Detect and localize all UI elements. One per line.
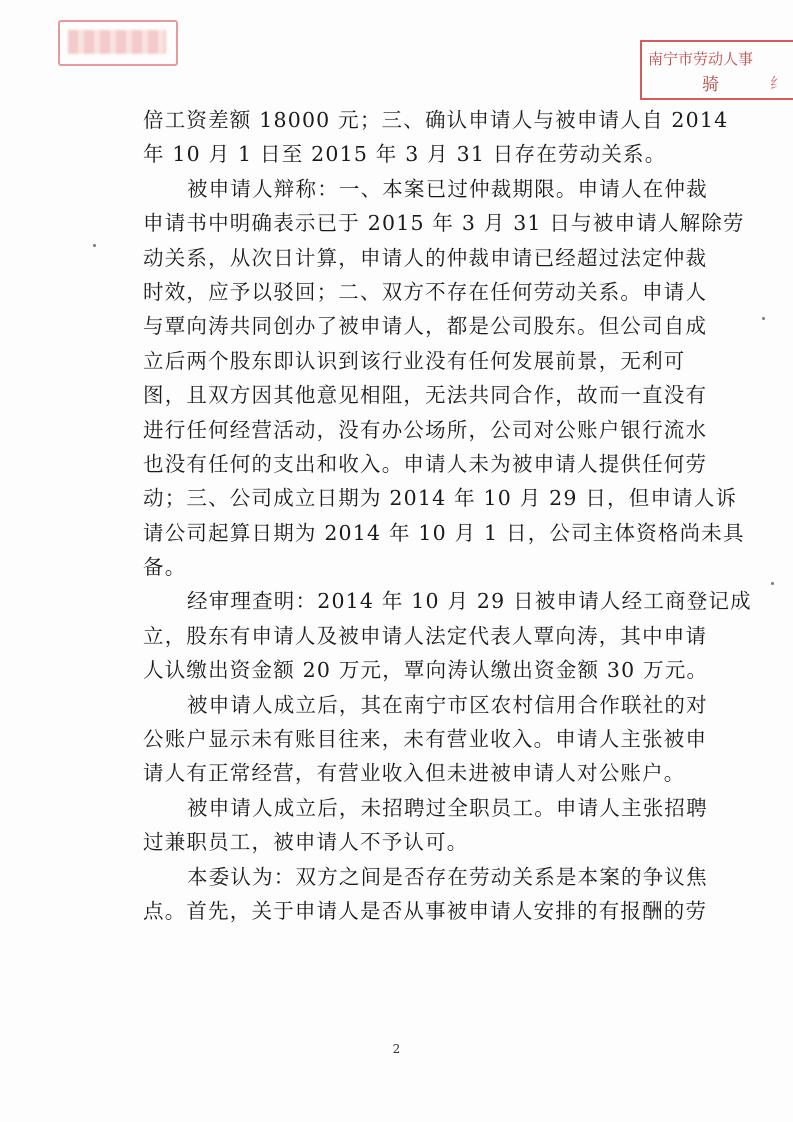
paragraph-first-line: 经审理查明：2014 年 10 月 29 日被申请人经工商登记成 [187, 589, 752, 614]
paragraph-line: 动关系，从次日计算，申请人的仲裁申请已经超过法定仲裁 [143, 245, 708, 270]
paragraph-line: 也没有任何的支出和收入。申请人未为被申请人提供任何劳 [143, 451, 708, 476]
paragraph-line: 立，股东有申请人及被申请人法定代表人覃向涛，其中申请 [143, 623, 708, 648]
red-stamp-top-left [58, 20, 178, 66]
paragraph-line: 立后两个股东即认识到该行业没有任何发展前景，无利可 [143, 348, 686, 373]
scan-speck [93, 244, 96, 247]
paragraph-line: 人认缴出资金额 20 万元，覃向涛认缴出资金额 30 万元。 [143, 658, 709, 683]
paragraph-line: 时效，应予以驳回；二、双方不存在任何劳动关系。申请人 [143, 279, 708, 304]
paragraph-line: 点。首先，关于申请人是否从事被申请人安排的有报酬的劳 [143, 898, 708, 923]
paragraph-line: 申请书中明确表示已于 2015 年 3 月 31 日与被申请人解除劳 [143, 211, 745, 236]
page-number: 2 [392, 1042, 401, 1056]
paragraph-line: 年 10 月 1 日至 2015 年 3 月 31 日存在劳动关系。 [143, 142, 667, 167]
paragraph-line: 与覃向涛共同创办了被申请人，都是公司股东。但公司自成 [143, 314, 708, 339]
seam-stamp-top-right [640, 40, 793, 100]
seam-stamp-text: 南宁市劳动人事 [648, 50, 754, 68]
scan-speck [771, 582, 774, 585]
paragraph-line: 备。 [143, 555, 187, 580]
paragraph-first-line: 本委认为：双方之间是否存在劳动关系是本案的争议焦 [187, 864, 708, 889]
paragraph-line: 请公司起算日期为 2014 年 10 月 1 日，公司主体资格尚未具 [143, 520, 745, 545]
stamp-smudge [68, 30, 166, 54]
paragraph-line: 请人有正常经营，有营业收入但未进被申请人对公账户。 [143, 761, 686, 786]
paragraph-first-line: 被申请人成立后，其在南宁市区农村信用合作联社的对 [187, 692, 708, 717]
document-body [143, 103, 752, 928]
paragraph-line: 图，且双方因其他意见相阻，无法共同合作，故而一直没有 [143, 383, 708, 408]
paragraph-first-line: 倍工资差额 18000 元；三、确认申请人与被申请人自 2014 [143, 108, 729, 132]
seam-stamp-text-2: 骑 [702, 75, 719, 95]
scan-speck [762, 317, 765, 320]
seam-stamp-text-3: 纟 [770, 74, 786, 92]
paragraph-first-line: 被申请人辩称：一、本案已过仲裁期限。申请人在仲裁 [187, 176, 708, 201]
paragraph-line: 进行任何经营活动，没有办公场所，公司对公账户银行流水 [143, 417, 708, 442]
paragraph-line: 公账户显示未有账目往来，未有营业收入。申请人主张被申 [143, 727, 708, 752]
paragraph-line: 动；三、公司成立日期为 2014 年 10 月 29 日，但申请人诉 [143, 486, 738, 511]
paragraph-line: 过兼职员工，被申请人不予认可。 [143, 830, 469, 855]
paragraph-first-line: 被申请人成立后，未招聘过全职员工。申请人主张招聘 [187, 795, 708, 820]
